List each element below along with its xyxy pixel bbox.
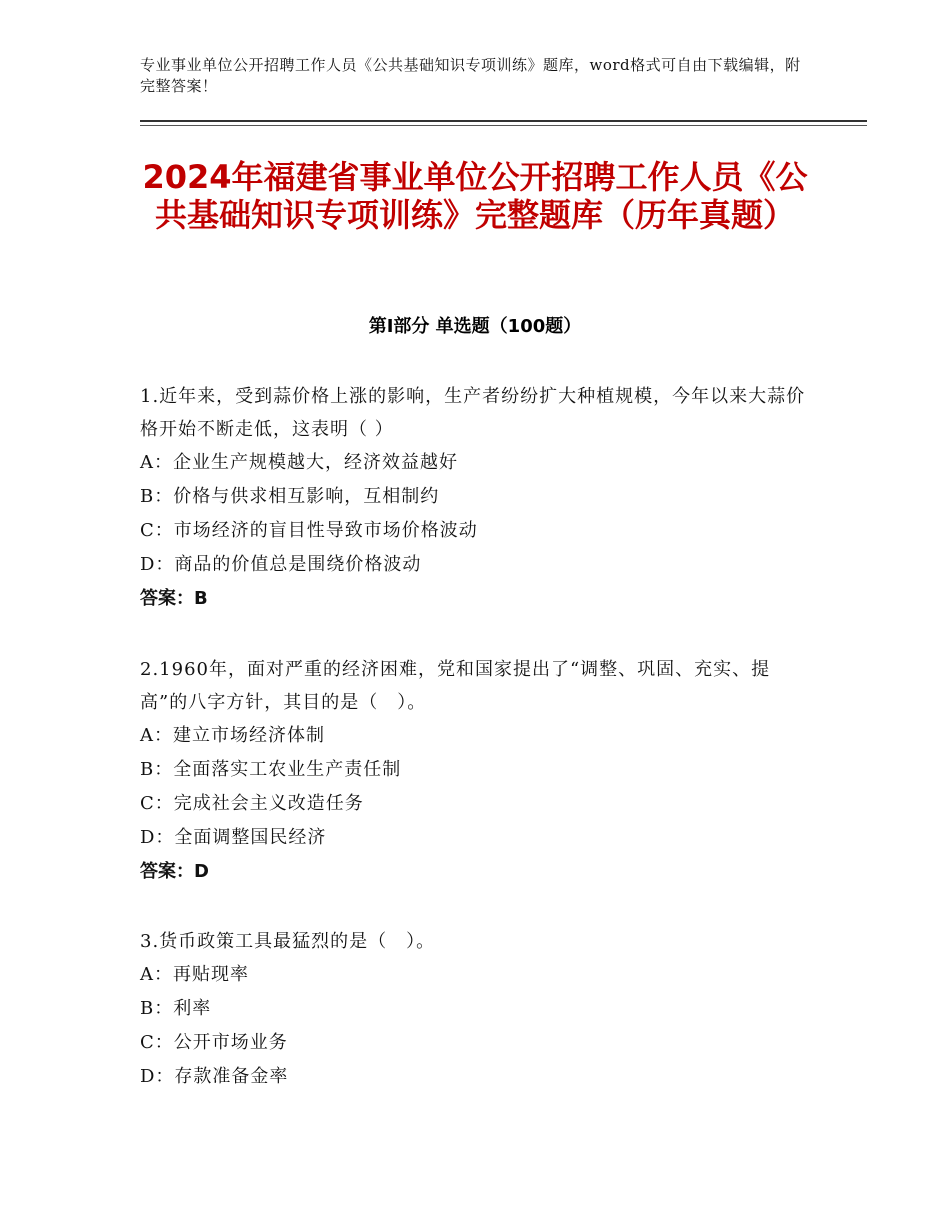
option-c: C：市场经济的盲目性导致市场价格波动 bbox=[140, 520, 478, 541]
header-note: 专业事业单位公开招聘工作人员《公共基础知识专项训练》题库，word格式可自由下载编辑，附完整答案！ bbox=[140, 56, 801, 95]
option-b: B：价格与供求相互影响，互相制约 bbox=[140, 486, 440, 507]
answer: 答案：B bbox=[140, 588, 208, 609]
question-1 bbox=[140, 380, 810, 616]
option-d: D：商品的价值总是围绕价格波动 bbox=[140, 554, 422, 575]
header-rule-thick bbox=[140, 120, 867, 122]
option-d: D：全面调整国民经济 bbox=[140, 827, 327, 848]
option-c: C：公开市场业务 bbox=[140, 1032, 288, 1053]
document-title: 2024年福建省事业单位公开招聘工作人员《公共基础知识专项训练》完整题库（历年真题） bbox=[142, 158, 808, 234]
section-title: 第Ⅰ部分 单选题（100题） bbox=[368, 316, 582, 337]
option-c: C：完成社会主义改造任务 bbox=[140, 793, 364, 814]
question-2 bbox=[140, 653, 810, 889]
answer: 答案：D bbox=[140, 861, 209, 882]
option-d: D：存款准备金率 bbox=[140, 1066, 289, 1087]
option-a: A：再贴现率 bbox=[140, 964, 249, 985]
question-3 bbox=[140, 925, 810, 1094]
question-stem: 2.1960年，面对严重的经济困难，党和国家提出了“调整、巩固、充实、提高”的八字方针，其目的是（ ）。 bbox=[140, 659, 771, 713]
option-b: B：利率 bbox=[140, 998, 212, 1019]
question-stem: 3.货币政策工具最猛烈的是（ ）。 bbox=[140, 931, 436, 952]
header-rule-thin bbox=[140, 125, 867, 126]
option-b: B：全面落实工农业生产责任制 bbox=[140, 759, 402, 780]
option-a: A：企业生产规模越大，经济效益越好 bbox=[140, 452, 458, 473]
question-stem: 1.近年来，受到蒜价格上涨的影响，生产者纷纷扩大种植规模，今年以来大蒜价格开始不断走低，这表明（ ） bbox=[140, 386, 806, 440]
option-a: A：建立市场经济体制 bbox=[140, 725, 325, 746]
